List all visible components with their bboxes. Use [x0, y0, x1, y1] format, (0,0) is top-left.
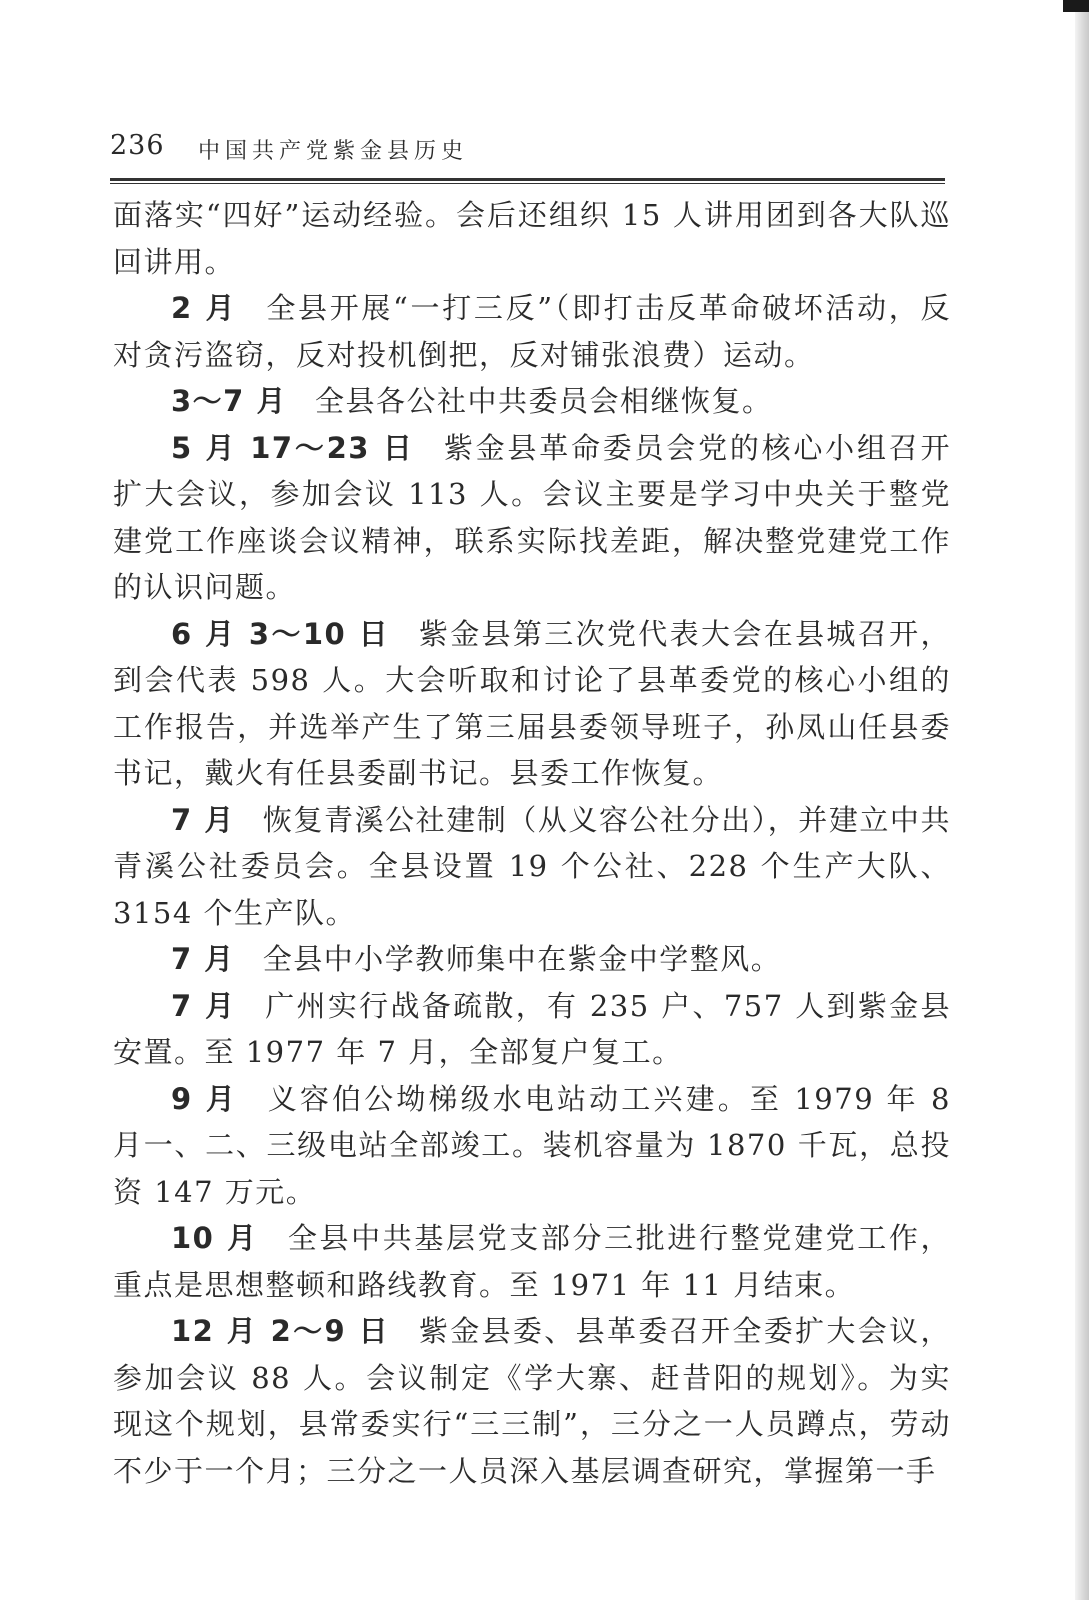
scan-corner-mark	[1063, 0, 1089, 12]
entry-date: 7 月	[171, 942, 235, 976]
page-body	[113, 192, 951, 1494]
entry-continuation	[113, 192, 951, 285]
scan-edge-shadow	[1075, 0, 1089, 1600]
entry-date: 6 月 3～10 日	[171, 616, 390, 651]
entry-mar-jul	[113, 378, 951, 425]
entry-oct	[113, 1215, 951, 1308]
entry-date: 3～7 月	[171, 384, 287, 418]
entry-text: 全县中共基层党支部分三批进行整党建党工作，重点是思想整顿和路线教育。至 1971 年 11 月结束。	[113, 1221, 951, 1302]
entry-text: 恢复青溪公社建制（从义容公社分出），并建立中共青溪公社委员会。全县设置 19 个公社、228 个生产大队、3154 个生产队。	[113, 802, 951, 930]
entry-text: 全县开展“一打三反”（即打击反革命破坏活动，反对贪污盗窃，反对投机倒把，反对铺张浪费）运动。	[113, 291, 951, 372]
page-number: 236	[110, 130, 165, 161]
book-title: 中国共产党紫金县历史	[198, 139, 469, 164]
entry-date: 10 月	[171, 1221, 259, 1255]
entry-jun-3-10	[113, 611, 951, 797]
header-rule	[110, 178, 945, 184]
entry-jul-1	[113, 797, 951, 937]
entry-text: 广州实行战备疏散，有 235 户、757 人到紫金县安置。至 1977 年 7 月，全部复户复工。	[113, 988, 951, 1069]
entry-date: 7 月	[171, 802, 235, 837]
entry-date: 12 月 2～9 日	[171, 1314, 390, 1348]
entry-feb	[113, 285, 951, 378]
page-header	[110, 130, 945, 170]
entry-date: 7 月	[171, 988, 237, 1023]
entry-may-17-23	[113, 425, 951, 611]
entry-text: 紫金县委、县革委召开全委扩大会议，参加会议 88 人。会议制定《学大寨、赶昔阳的规划》。为实现这个规划，县常委实行“三三制”，三分之一人员蹲点，劳动不少于一个月；三分之一人员深入基层调查研究，掌握第一手	[113, 1314, 951, 1488]
entry-dec-2-9	[113, 1308, 951, 1494]
entry-jul-2	[113, 936, 951, 983]
entry-text: 全县中小学教师集中在紫金中学整风。	[262, 942, 782, 976]
entry-sep	[113, 1076, 951, 1216]
entry-text: 紫金县第三次党代表大会在县城召开，到会代表 598 人。大会听取和讨论了县革委党的核心小组的工作报告，并选举产生了第三届县委领导班子，孙凤山任县委书记，戴火有任县委副书记。县委工作恢复。	[113, 616, 951, 790]
entry-jul-3	[113, 983, 951, 1076]
entry-text: 面落实“四好”运动经验。会后还组织 15 人讲用团到各大队巡回讲用。	[113, 198, 951, 279]
entry-date: 2 月	[171, 291, 238, 325]
entry-date: 9 月	[171, 1081, 239, 1116]
entry-text: 全县各公社中共委员会相继恢复。	[314, 384, 773, 418]
entry-text: 义容伯公坳梯级水电站动工兴建。至 1979 年 8 月一、二、三级电站全部竣工。装机容量为 1870 千瓦，总投资 147 万元。	[113, 1081, 951, 1209]
entry-date: 5 月 17～23 日	[171, 430, 415, 465]
entry-text: 紫金县革命委员会党的核心小组召开扩大会议，参加会议 113 人。会议主要是学习中央关于整党建党工作座谈会议精神，联系实际找差距，解决整党建党工作的认识问题。	[113, 430, 951, 604]
